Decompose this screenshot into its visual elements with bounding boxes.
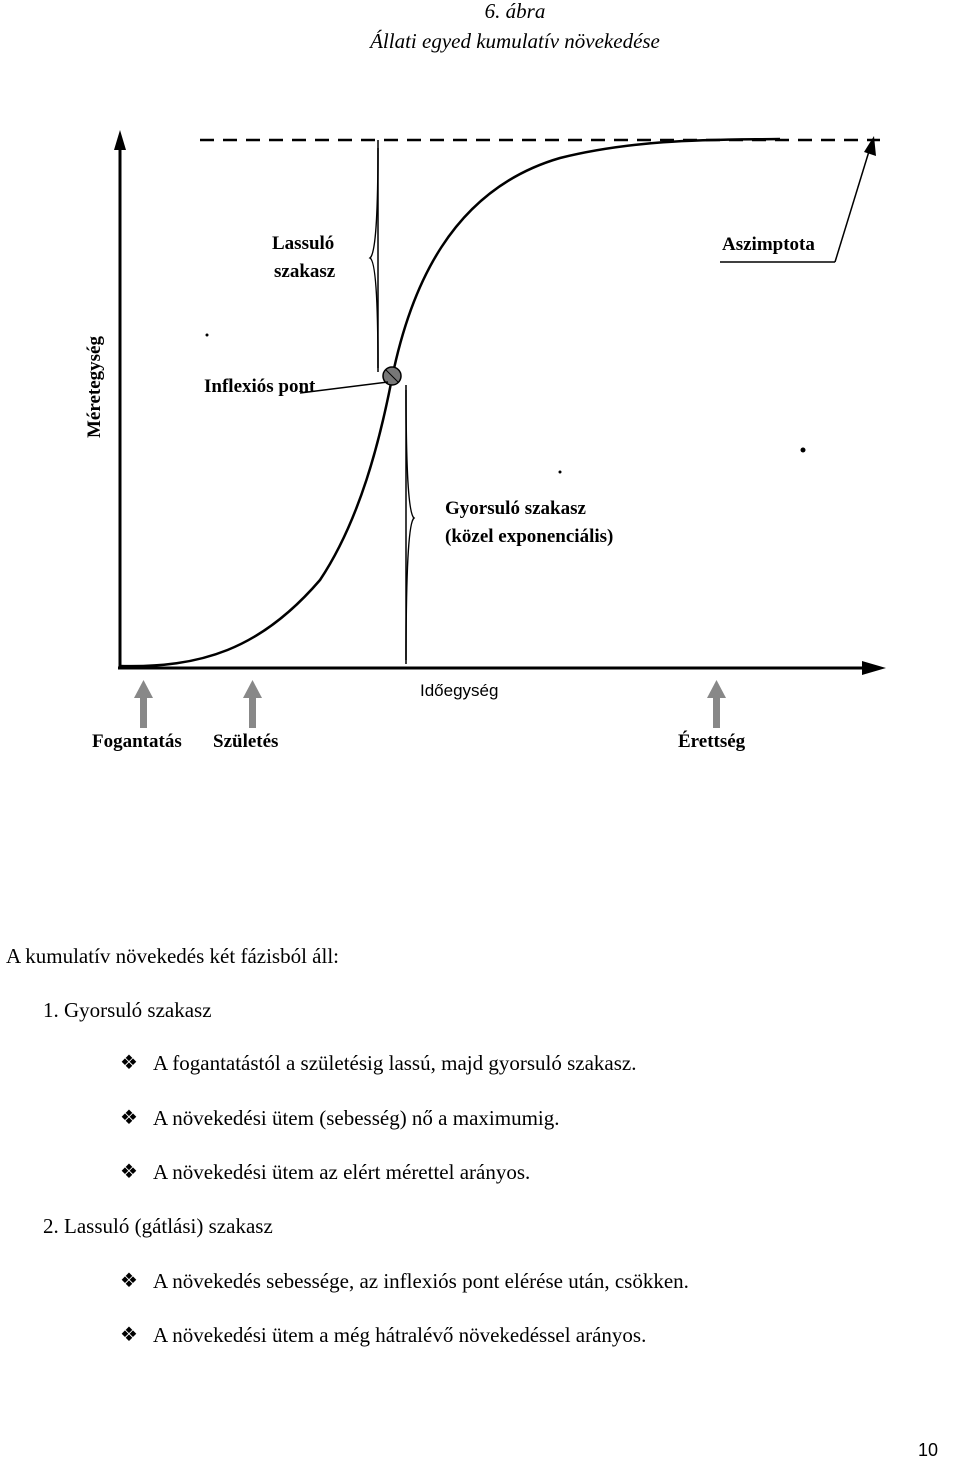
decel-brace xyxy=(370,148,378,368)
maturity-label: Érettség xyxy=(678,731,746,752)
y-axis-label: Méretegység xyxy=(84,336,105,438)
maturity-arrow xyxy=(707,680,726,728)
x-axis-arrowhead xyxy=(862,661,886,675)
phase2-bullet-2: A növekedési ütem a még hátralévő növekedéssel arányos. xyxy=(153,1323,647,1347)
decel-label-line2: szakasz xyxy=(274,261,336,282)
bullet-icon: ❖ xyxy=(120,1161,138,1183)
accel-brace xyxy=(406,390,414,660)
birth-label: Születés xyxy=(213,731,279,752)
decel-label-line1: Lassuló xyxy=(272,233,335,254)
bullet-icon: ❖ xyxy=(120,1270,138,1292)
accel-label-line1: Gyorsuló szakasz xyxy=(445,498,586,519)
accel-label-line2: (közel exponenciális) xyxy=(445,526,614,547)
asymptote-label: Aszimptota xyxy=(722,234,815,255)
phase1-title: 1. Gyorsuló szakasz xyxy=(43,998,212,1022)
phase1-bullet-3: A növekedési ütem az elért mérettel arányos. xyxy=(153,1160,531,1184)
y-axis-arrowhead xyxy=(114,130,126,150)
page-number: 10 xyxy=(917,1440,938,1460)
figure-number: 6. ábra xyxy=(484,0,546,23)
conception-arrow xyxy=(134,680,153,728)
growth-curve xyxy=(120,139,780,666)
bullet-icon: ❖ xyxy=(120,1052,138,1074)
phase1-bullet-2: A növekedési ütem (sebesség) nő a maximumig. xyxy=(153,1106,560,1130)
x-axis-label: Időegység xyxy=(420,681,499,700)
bullet-icon: ❖ xyxy=(120,1107,138,1129)
conception-label: Fogantatás xyxy=(92,731,182,752)
phase2-title: 2. Lassuló (gátlási) szakasz xyxy=(43,1214,273,1238)
phase1-bullet-1: A fogantatástól a születésig lassú, majd gyorsuló szakasz. xyxy=(153,1051,637,1075)
figure-title: Állati egyed kumulatív növekedése xyxy=(370,29,660,53)
birth-arrow xyxy=(243,680,262,728)
intro-text: A kumulatív növekedés két fázisból áll: xyxy=(6,944,340,968)
bullet-icon: ❖ xyxy=(120,1324,138,1346)
phase2-bullet-1: A növekedés sebessége, az inflexiós pont elérése után, csökken. xyxy=(153,1269,689,1293)
inflection-label: Inflexiós pont xyxy=(204,376,316,397)
